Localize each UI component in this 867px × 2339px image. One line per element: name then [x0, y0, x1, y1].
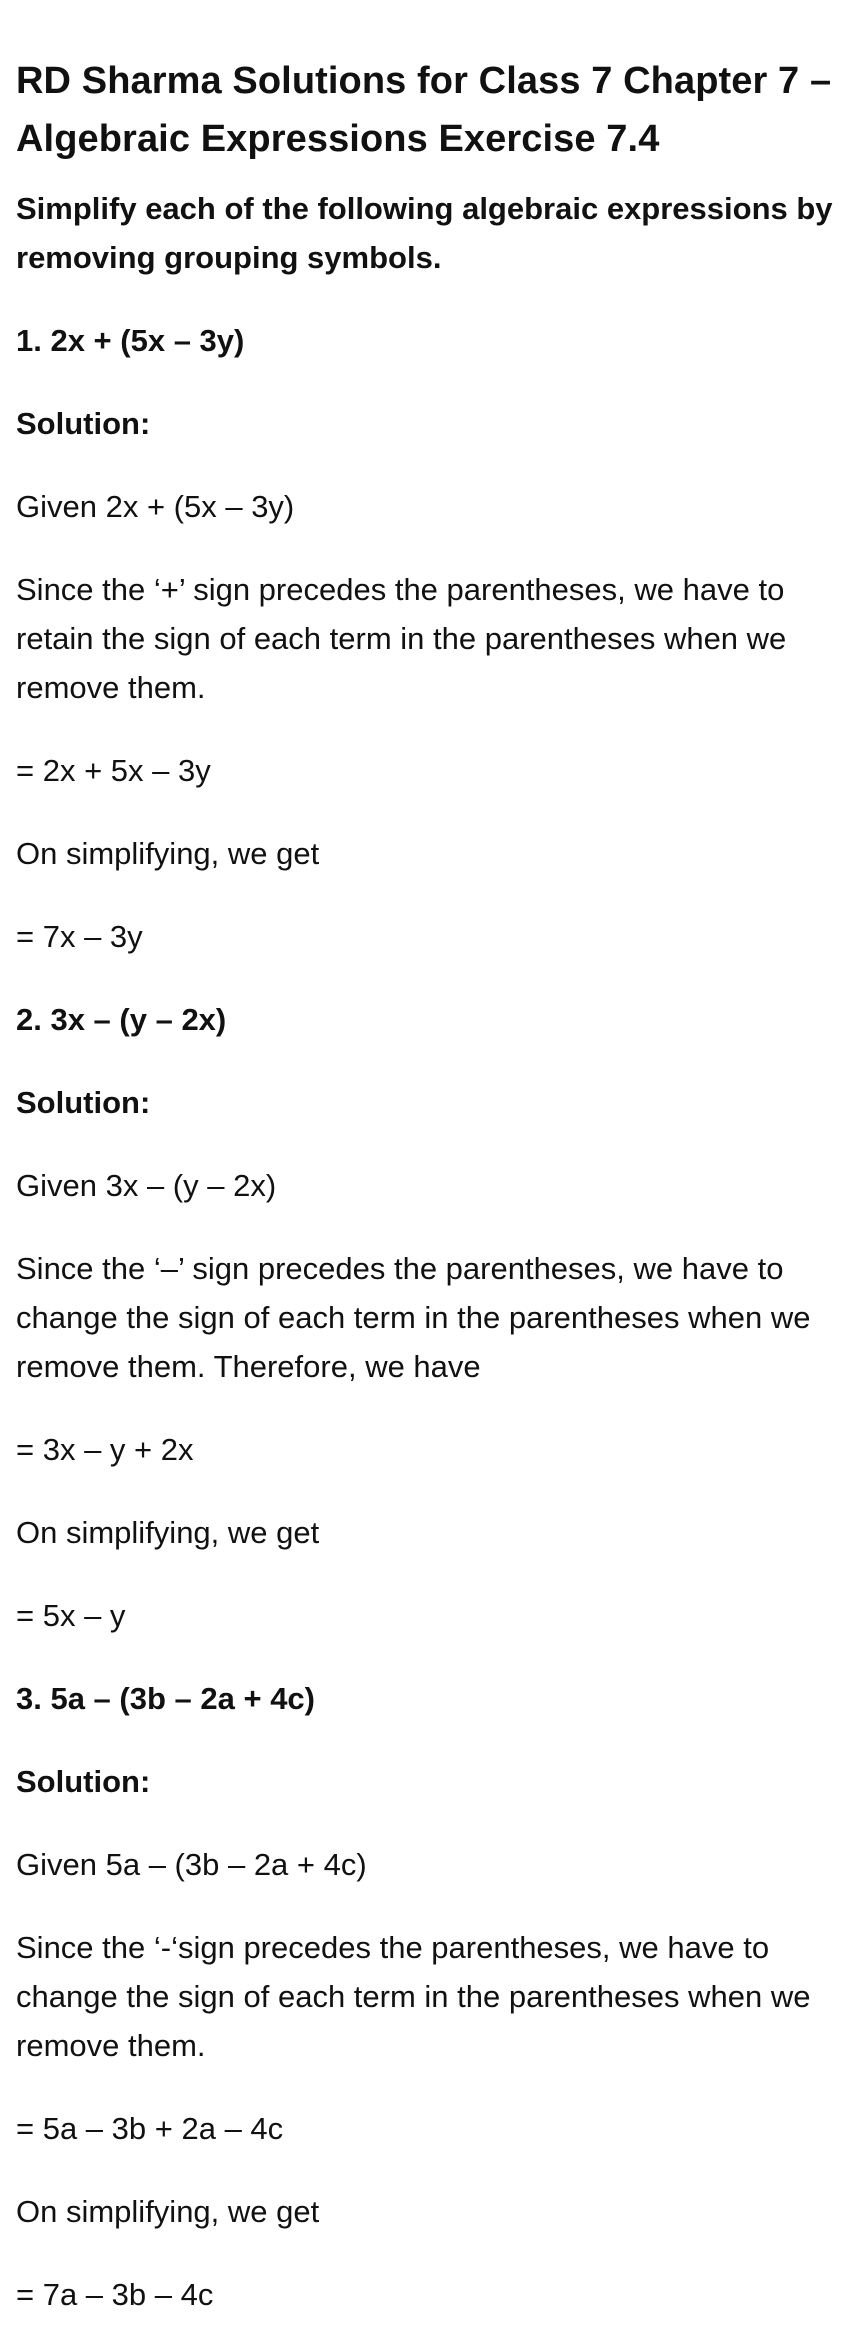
- solution-step: Given 2x + (5x – 3y): [16, 489, 295, 524]
- solution-answer: = 7x – 3y: [16, 919, 143, 954]
- solution-answer: = 5x – y: [16, 1598, 126, 1633]
- page-title: RD Sharma Solutions for Class 7 Chapter 7 – Algebraic Expressions Exercise 7.4: [16, 60, 832, 160]
- solution-step: Since the ‘-‘sign precedes the parentheses, we have to change the sign of each term in the parentheses when we remove them.: [16, 1930, 811, 2063]
- solution-label: Solution:: [16, 1764, 151, 1799]
- solution-step: Given 5a – (3b – 2a + 4c): [16, 1847, 367, 1882]
- question-block-3: [16, 1674, 851, 2319]
- solution-label: Solution:: [16, 1085, 151, 1120]
- solution-step: = 2x + 5x – 3y: [16, 753, 211, 788]
- question-block-2: [16, 995, 851, 1640]
- instructions-text: Simplify each of the following algebraic expressions by removing grouping symbols.: [16, 191, 833, 275]
- question-heading: 3. 5a – (3b – 2a + 4c): [16, 1681, 315, 1716]
- solution-step: Given 3x – (y – 2x): [16, 1168, 277, 1203]
- solution-answer: = 7a – 3b – 4c: [16, 2277, 214, 2312]
- solution-label: Solution:: [16, 406, 151, 441]
- question-heading: 1. 2x + (5x – 3y): [16, 323, 245, 358]
- solution-step: On simplifying, we get: [16, 2194, 320, 2229]
- question-heading: 2. 3x – (y – 2x): [16, 1002, 227, 1037]
- solution-step: Since the ‘–’ sign precedes the parentheses, we have to change the sign of each term in the parentheses when we remove them. Therefore, we have: [16, 1251, 811, 1384]
- solution-step: = 3x – y + 2x: [16, 1432, 194, 1467]
- solution-step: On simplifying, we get: [16, 1515, 320, 1550]
- question-block-1: [16, 316, 851, 961]
- solution-step: On simplifying, we get: [16, 836, 320, 871]
- solution-step: Since the ‘+’ sign precedes the parentheses, we have to retain the sign of each term in the parentheses when we remove them.: [16, 572, 787, 705]
- solution-step: = 5a – 3b + 2a – 4c: [16, 2111, 284, 2146]
